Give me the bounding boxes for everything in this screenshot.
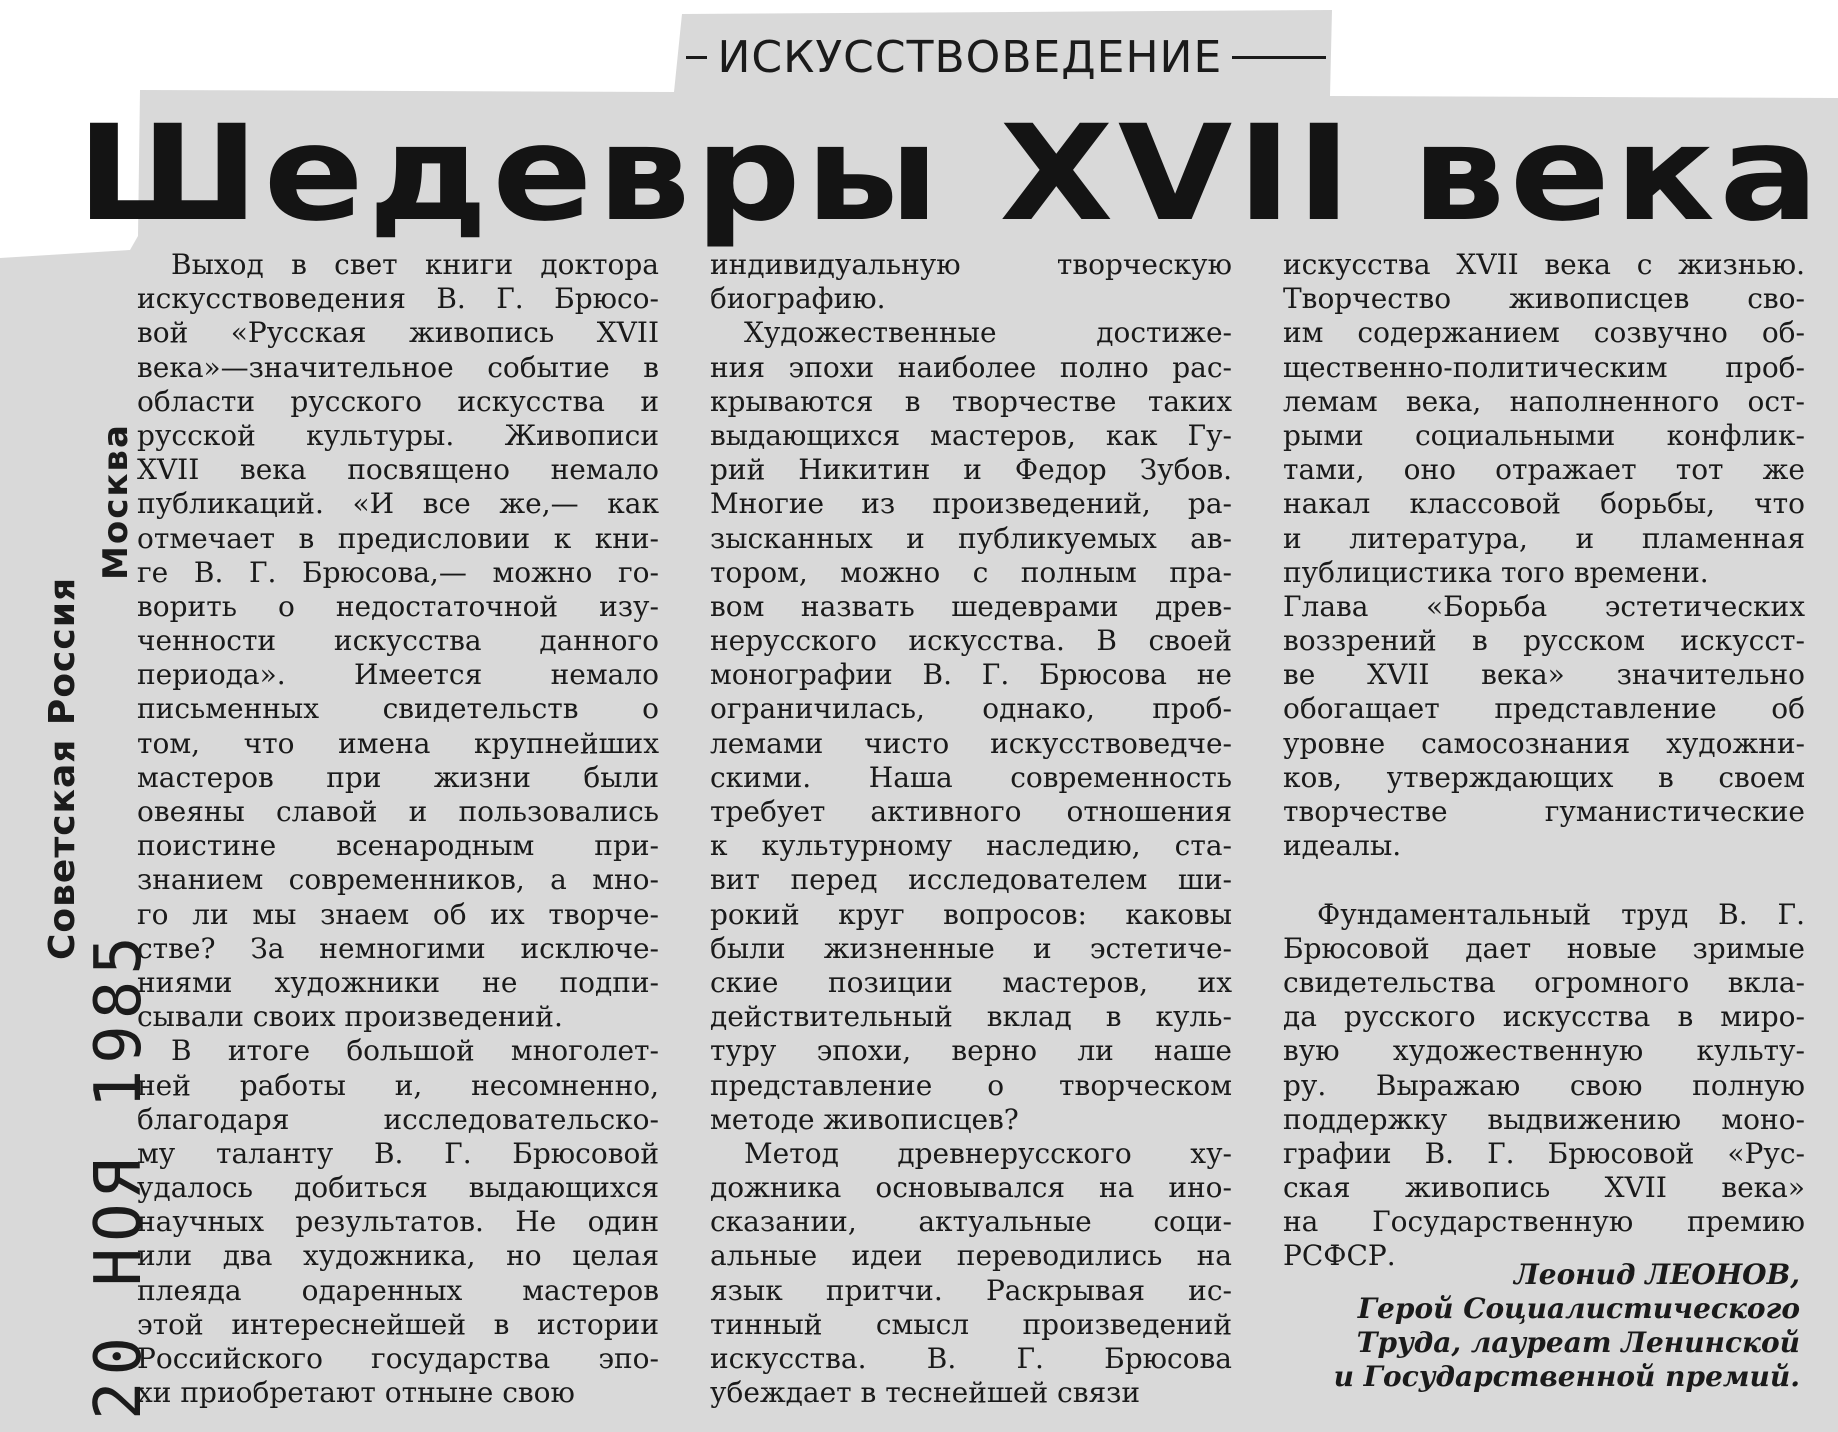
text-line: поистине всенародным при-	[137, 829, 659, 863]
rubric-label: ИСКУССТВОВЕДЕНИЕ	[717, 31, 1223, 83]
text-line: зысканных и публикуемых ав-	[710, 521, 1232, 555]
text-line: и литература, и пламенная	[1283, 521, 1805, 555]
text-line: графии В. Г. Брюсовой «Рус-	[1283, 1136, 1805, 1170]
text-line: были жизненные и эстетиче-	[710, 931, 1232, 965]
text-line	[1283, 863, 1805, 897]
text-line: тами, оно отражает тот же	[1283, 453, 1805, 487]
text-line: монографии В. Г. Брюсова не	[710, 658, 1232, 692]
text-line: удалось добиться выдающихся	[137, 1171, 659, 1205]
newspaper-name: Советская Россия	[42, 576, 83, 960]
text-line: рокий круг вопросов: каковы	[710, 897, 1232, 931]
text-line: к культурному наследию, ста-	[710, 829, 1232, 863]
text-line: сывали своих произведений.	[137, 1000, 563, 1034]
text-line: щественно-политическим проб-	[1283, 350, 1805, 384]
text-line: му таланту В. Г. Брюсовой	[137, 1136, 659, 1170]
text-line: ворить о недостаточной изу-	[137, 589, 659, 623]
text-line: крываются в творчестве таких	[710, 384, 1232, 418]
text-line: сказании, актуальные соци-	[710, 1205, 1232, 1239]
text-line: действительный вклад в куль-	[710, 1000, 1232, 1034]
text-line: искусствоведения В. Г. Брюсо-	[137, 282, 659, 316]
text-line: искусства XVII века с жизнью.	[1283, 248, 1805, 281]
article-headline: Шедевры XVII века	[76, 97, 1824, 251]
text-line: требует активного отношения	[710, 795, 1232, 828]
text-line: накал классовой борьбы, что	[1283, 487, 1805, 521]
text-line: альные идеи переводились на	[710, 1239, 1232, 1273]
signature-line: и Государственной премий.	[1333, 1360, 1800, 1393]
signature-line: Труда, лауреат Ленинской	[1356, 1326, 1800, 1359]
text-line: хи приобретают отныне свою	[137, 1376, 575, 1410]
text-line: лемами чисто искусствоведче-	[710, 726, 1232, 760]
text-line: да русского искусства в миро-	[1283, 1000, 1805, 1034]
text-line: уровне самосознания художни-	[1283, 726, 1805, 760]
text-line: благодаря исследовательско-	[137, 1102, 659, 1136]
text-line: научных результатов. Не один	[137, 1205, 659, 1239]
text-line: идеалы.	[1283, 829, 1402, 863]
text-line: рыми социальными конфлик-	[1283, 418, 1805, 452]
text-line: Российского государства эпо-	[137, 1342, 659, 1375]
text-line: Выход в свет книги доктора	[171, 248, 659, 281]
text-line: тинный смысл произведений	[710, 1307, 1232, 1341]
text-line: РСФСР.	[1283, 1239, 1396, 1273]
text-line: века»—значительное событие в	[137, 350, 659, 384]
newspaper-city: Москва	[96, 423, 136, 580]
text-line: свидетельства огромного вкла-	[1283, 965, 1805, 999]
text-line: воззрений в русском искусст-	[1283, 624, 1805, 658]
text-line: ру. Выражаю свою полную	[1283, 1068, 1805, 1102]
text-line: том, что имена крупнейших	[137, 726, 659, 760]
text-line: Художественные достиже-	[744, 316, 1232, 350]
text-line: ские позиции мастеров, их	[710, 965, 1232, 999]
text-line: выдающихся мастеров, как Гу-	[710, 418, 1232, 452]
text-line: области русского искусства и	[137, 384, 659, 418]
date-stamp: 20 НОЯ 1985	[82, 930, 156, 1420]
text-line: индивидуальную творческую	[710, 248, 1232, 281]
text-line: русской культуры. Живописи	[137, 418, 659, 452]
text-line: ве XVII века» значительно	[1283, 658, 1805, 692]
signature-line: Леонид ЛЕОНОВ,	[1514, 1258, 1800, 1291]
text-line: ская живопись XVII века»	[1283, 1171, 1805, 1205]
author-signature	[1290, 1258, 1800, 1394]
text-line: ченности искусства данного	[137, 624, 659, 658]
text-line: овеяны славой и пользовались	[137, 795, 659, 828]
text-line: на Государственную премию	[1283, 1205, 1805, 1239]
text-line: письменных свидетельств о	[137, 692, 659, 726]
text-line: этой интереснейшей в истории	[137, 1307, 659, 1341]
article-column-2	[710, 248, 1232, 1410]
text-line: дожника основывался на ино-	[710, 1171, 1232, 1205]
text-line: тором, можно с полным пра-	[710, 555, 1232, 589]
rubric-dash-right	[1232, 56, 1326, 59]
text-line: публицистика того времени.	[1283, 555, 1709, 589]
text-line: язык притчи. Раскрывая ис-	[710, 1273, 1232, 1307]
article-column-1	[137, 248, 659, 1410]
text-line: плеяда одаренных мастеров	[137, 1273, 659, 1307]
text-line: биографию.	[710, 282, 886, 316]
text-line: периода». Имеется немало	[137, 658, 659, 692]
text-line: рий Никитин и Федор Зубов.	[710, 453, 1232, 487]
text-line: ниями художники не подпи-	[137, 965, 659, 999]
text-line: отмечает в предисловии к кни-	[137, 521, 659, 555]
text-line: Глава «Борьба эстетических	[1283, 589, 1805, 623]
text-line: вую художественную культу-	[1283, 1034, 1805, 1068]
text-line: искусства. В. Г. Брюсова	[710, 1342, 1232, 1375]
text-line: Творчество живописцев сво-	[1283, 282, 1805, 316]
text-line: творчестве гуманистические	[1283, 795, 1805, 828]
text-line: им содержанием созвучно об-	[1283, 316, 1805, 350]
text-line: скими. Наша современность	[710, 760, 1232, 794]
text-line: мастеров при жизни были	[137, 760, 659, 794]
text-line: XVII века посвящено немало	[137, 453, 659, 487]
text-line: Фундаментальный труд В. Г.	[1317, 897, 1805, 931]
rubric-dash-left	[686, 56, 707, 59]
text-line: ге В. Г. Брюсова,— можно го-	[137, 555, 659, 589]
text-line: ков, утверждающих в своем	[1283, 760, 1805, 794]
text-line: ней работы и, несомненно,	[137, 1068, 659, 1102]
text-line: вит перед исследователем ши-	[710, 863, 1232, 897]
text-line: убеждает в теснейшей связи	[710, 1376, 1141, 1410]
text-line: нерусского искусства. В своей	[710, 624, 1232, 658]
text-line: Метод древнерусского ху-	[744, 1136, 1232, 1170]
text-line: В итоге большой многолет-	[171, 1034, 659, 1068]
text-line: или два художника, но целая	[137, 1239, 659, 1273]
text-line: Многие из произведений, ра-	[710, 487, 1232, 521]
text-line: вой «Русская живопись XVII	[137, 316, 659, 350]
text-line: Брюсовой дает новые зримые	[1283, 931, 1805, 965]
text-line: туру эпохи, верно ли наше	[710, 1034, 1232, 1068]
text-line: го ли мы знаем об их творче-	[137, 897, 659, 931]
text-line: знанием современников, а мно-	[137, 863, 659, 897]
section-rubric	[686, 22, 1326, 92]
text-line: вом назвать шедеврами древ-	[710, 589, 1232, 623]
signature-line: Герой Социалистического	[1357, 1292, 1800, 1325]
text-line: методе живописцев?	[710, 1102, 1019, 1136]
text-line: лемам века, наполненного ост-	[1283, 384, 1805, 418]
text-line: публикаций. «И все же,— как	[137, 487, 659, 521]
article-column-3	[1283, 248, 1805, 1274]
text-line: представление о творческом	[710, 1068, 1232, 1102]
text-line: поддержку выдвижению моно-	[1283, 1102, 1805, 1136]
text-line: ограничилась, однако, проб-	[710, 692, 1232, 726]
text-line: стве? За немногими исключе-	[137, 931, 659, 965]
text-line: обогащает представление об	[1283, 692, 1805, 726]
text-line: ния эпохи наиболее полно рас-	[710, 350, 1232, 384]
